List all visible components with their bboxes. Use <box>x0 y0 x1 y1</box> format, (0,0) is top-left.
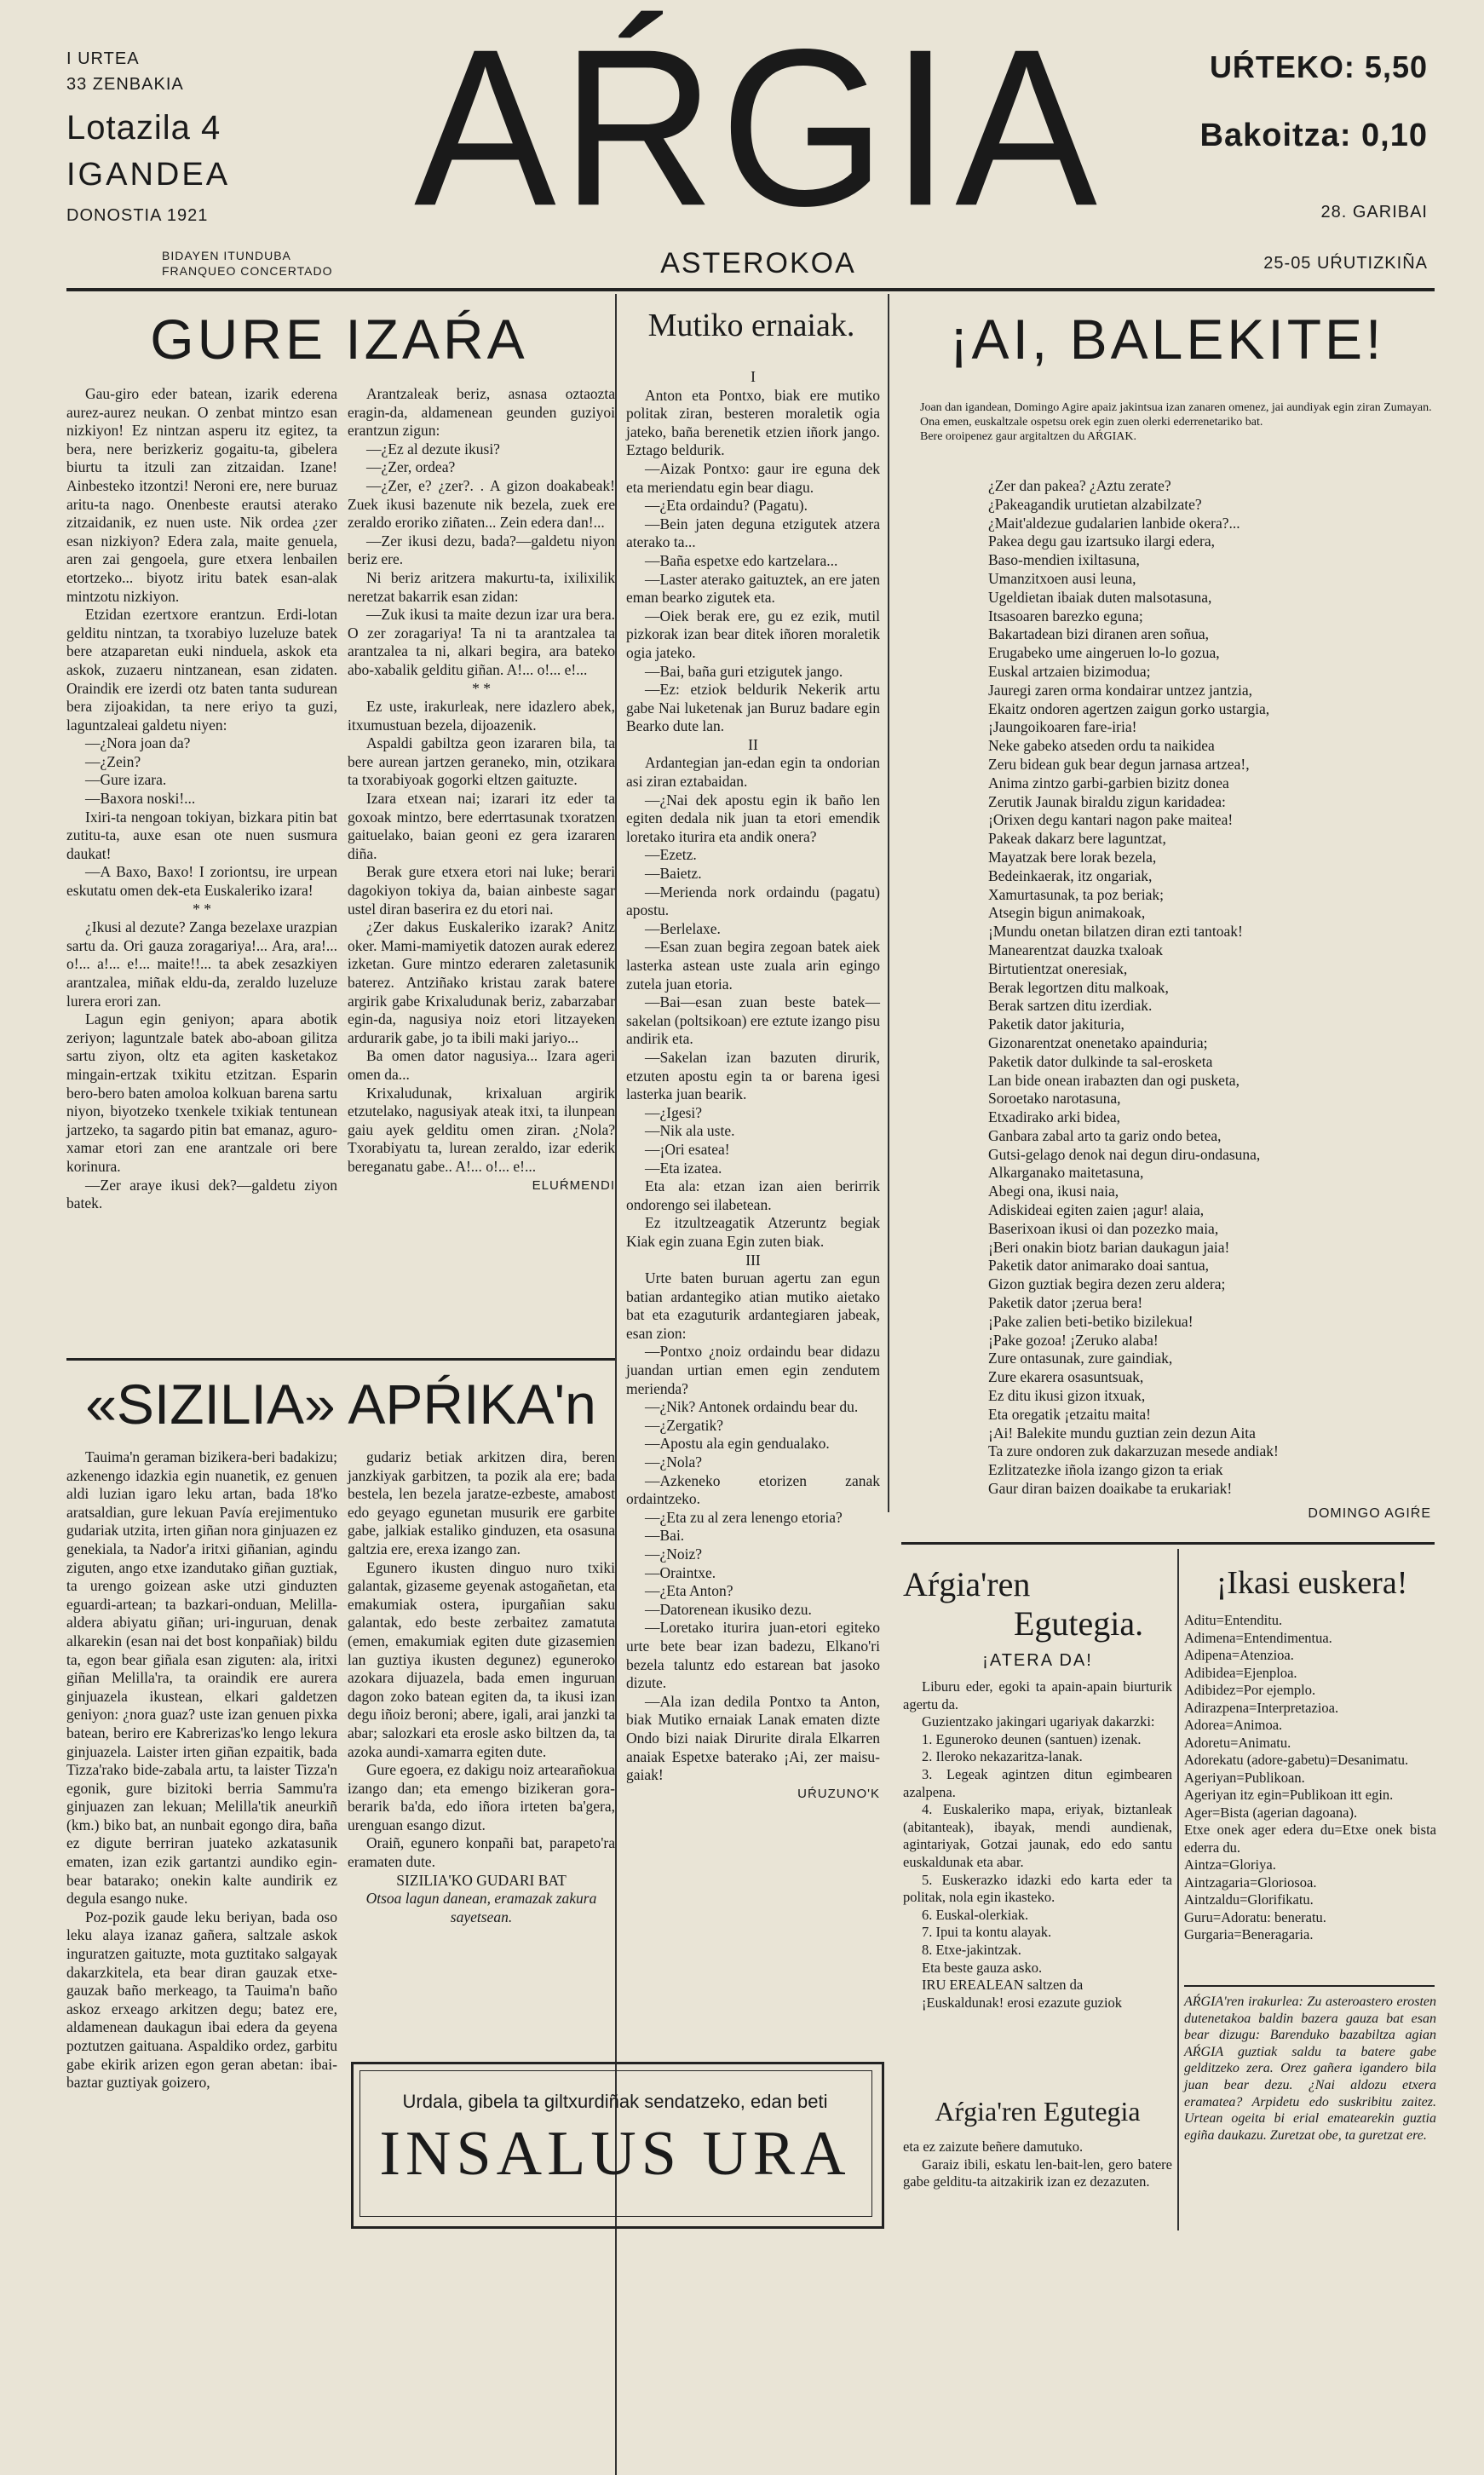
paragraph: ¿Mait'aldezue gudalarien lanbide okera?... <box>988 514 1240 532</box>
intro-line: Joan dan igandean, Domingo Agire apaiz jakintsua izan zanaren omenez, jai aundiyak egin ziran Zumayan. <box>920 401 1432 414</box>
paragraph: 2. Ileroko nekazaritza-lanak. <box>922 1748 1083 1765</box>
year-label: I URTEA <box>66 49 140 68</box>
paragraph: ¿Zer dakus Euskaleriko izarak? Anitz oker. Mami-mamiyetik datozen aurak ederez izketan. Gure mintzo ederaren zaletasunik baterez. Antziñako kristau zarak batere argirik gabe Krixaludunak beriz, zabarzabar egin-da, nagusiya noiz etori litzayeken ardurarik gabe, jo ta ibili maki jariyo... <box>348 918 615 1046</box>
paragraph: Gurgaria=Beneragaria. <box>1184 1926 1314 1943</box>
address: 28. GARIBAI <box>1320 203 1428 222</box>
paragraph: —Esan zuan begira zegoan batek aiek lasterka astean uste zuala arin egingo zutela juan etoria. <box>626 938 880 993</box>
paragraph: Zerutik Jaunak biraldu zigun karidadea: <box>988 792 1226 810</box>
intro-line: Bere oroipenez gaur argitaltzen du AŔGIAK. <box>920 430 1136 443</box>
paragraph: Jauregi zaren orma kondairar untzez jantzia, <box>988 681 1252 699</box>
reader-note <box>1184 1994 1436 2232</box>
paragraph: Adipena=Atenzioa. <box>1184 1647 1294 1663</box>
paragraph: Adorekatu (adore-gabetu)=Desanimatu. <box>1184 1752 1409 1768</box>
article3-title: ¡AI, BALEKITE! <box>949 308 1385 371</box>
paragraph: Ugeldietan ibaiak duten malsotasuna, <box>988 588 1212 606</box>
learn-basque-list <box>1184 1612 1436 1978</box>
paragraph: Adoretu=Animatu. <box>1184 1734 1291 1751</box>
paragraph: —Pontxo ¿noiz ordaindu bear didazu juandan urtian emen egin zendutem merienda? <box>626 1343 880 1397</box>
paragraph: Oraiñ, egunero konpañi bat, parapeto'ra eramaten dute. <box>348 1834 615 1871</box>
calendar-sub: ¡ATERA DA! <box>982 1651 1093 1670</box>
paragraph: Guzientzako jakingari ugariyak dakarzki: <box>922 1713 1155 1730</box>
paragraph: Berak sartzen ditu izerdiak. <box>988 997 1153 1015</box>
column-divider <box>1177 1549 1179 2230</box>
paragraph: —¿Eta ordaindu? (Pagatu). <box>645 497 808 515</box>
paragraph: —¿Zein? <box>85 752 141 770</box>
paragraph: Adimena=Entendimentua. <box>1184 1629 1332 1646</box>
paragraph: ¡Beri onakin biotz barian daukagun jaia! <box>988 1238 1230 1256</box>
postal-line-1: BIDAYEN ITUNDUBA <box>162 249 291 262</box>
paragraph: —Oraintxe. <box>645 1563 716 1581</box>
paragraph: —Oiek berak ere, gu ez ezik, mutil pizkorak izan bear ditek iñoren moraletik ogia jateko. <box>626 607 880 661</box>
paragraph: Paketik dator dulkinde ta sal-erosketa <box>988 1052 1213 1070</box>
paragraph: —Laster aterako gaituztek, an ere jaten eman bearko zigutek eta. <box>626 570 880 607</box>
paragraph: —¿Nik? Antonek ordaindu bear du. <box>645 1398 859 1416</box>
paragraph: Gutsi-gelago denok nai degun diru-ondasuna, <box>988 1145 1261 1163</box>
paragraph: Arantzaleak beriz, asnasa oztaozta eragin-da, aldamenean geunden guziyoi erantzun zigun: <box>348 385 615 440</box>
article3-intro <box>901 400 1434 444</box>
newspaper-subtitle: ASTEROKOA <box>660 247 856 279</box>
paragraph: Guru=Adoratu: beneratu. <box>1184 1908 1326 1925</box>
paragraph: —¿Zer, e? ¿zer?. . A gizon doakabeak! Zuek ikusi bazenute nik bezela, zuek ere zeraldo eroriko ziñaten... Zein edera dan!... <box>348 476 615 532</box>
paragraph: Otsoa lagun danean, eramazak zakura sayetsean. <box>365 1890 597 1925</box>
date-line: Lotazila 4 <box>66 109 221 147</box>
paragraph: Izara etxean nai; izarari itz eder ta goxoak mintzo, bere ederrtasunak txoratzen gaituelako, baian geoni ez gera izararen diña. <box>348 790 615 862</box>
paragraph: Anima zintzo garbi-garbien bizitz donea <box>988 774 1229 791</box>
insalus-ad-tagline: Urdala, gibela ta giltxurdiñak sendatzeko, edan beti <box>402 2091 828 2112</box>
paragraph: Umanzitxoen ausi leuna, <box>988 569 1136 587</box>
paragraph: —Ezetz. <box>645 846 697 864</box>
paragraph: Ez itzultzeagatik Atzeruntz begiak Kiak egin zuana Egin zuten biak. <box>626 1214 880 1250</box>
paragraph: —¿Zergatik? <box>645 1416 723 1434</box>
paragraph: Ganbara zabal arto ta gariz ondo betea, <box>988 1126 1222 1144</box>
paragraph: Ekaitz ondoren agertzen zaigun gorko ustargia, <box>988 699 1270 717</box>
place-year: DONOSTIA 1921 <box>66 206 209 225</box>
paragraph: Ager=Bista (agerian dagoana). <box>1184 1804 1358 1821</box>
calendar-title-3: Aŕgia'ren Egutegia <box>935 2096 1141 2127</box>
paragraph: * * <box>193 900 211 918</box>
paragraph: Etxadirako arki bidea, <box>988 1108 1121 1126</box>
paragraph: 5. Euskerazko idazki edo karta eder ta politak, nola egin ikasteko. <box>903 1871 1172 1906</box>
paragraph: Ba omen dator nagusiya... Izara ageri omen da... <box>348 1047 615 1083</box>
intro-line: Ona emen, euskaltzale ospetsu orek egin zuen olerki ederrenetariko bat. <box>920 416 1263 429</box>
paragraph: ¡Mundu onetan bilatzen diran ezti tantoak! <box>988 923 1243 941</box>
paragraph: —Azkeneko etorizen zanak ordaintzeko. <box>626 1471 880 1508</box>
article4-title <box>66 1372 615 1436</box>
paragraph: SIZILIA'KO GUDARI BAT <box>396 1871 567 1889</box>
paragraph: Poz-pozik gaude leku beriyan, bada oso leku alaya izanaz gañera, saltzale askok inguratzen gaituzte, mota guztitako salgayak dakarzkitela, eta bear diran gauzak etxe-gauzak baño merkeago, ta Tauima'n baño askoz erxeago arkitzen degu; batez ere, aldamenean daukagun ibai edera da geyena poztutzen gaituana. Aspaldiko ordez, garbitu gabe ekirik arizen egon geran abetan: ibai-baztar guztiyak goizero, <box>66 1908 337 2092</box>
paragraph: —Loretako iturira juan-etori egiteko urte bete bear izan badezu, Elkano'ri bezela taluntz edo estarean bat jasoko dizute. <box>626 1619 880 1692</box>
paragraph: Bakartadean bizi diranen aren soñua, <box>988 625 1209 643</box>
column-divider <box>888 294 889 1512</box>
paragraph: ¿Pakeagandik urutietan alzabilzate? <box>988 495 1202 513</box>
paragraph: Baserixoan ikusi oi dan pozezko maia, <box>988 1219 1219 1237</box>
paragraph: Berak legortzen ditu malkoak, <box>988 978 1169 996</box>
paragraph: Garaiz ibili, eskatu len-bait-len, gero batere gabe gelditu-ta aitzakirik izan ez dezazuten. <box>903 2156 1172 2190</box>
paragraph: Ageriyan=Publikoan. <box>1184 1769 1305 1786</box>
paragraph: Ardantegian jan-edan egin ta ondorian asi ziran eztabaidan. <box>626 754 880 791</box>
paragraph: Baso-mendien ixiltasuna, <box>988 551 1140 569</box>
paragraph: Aspaldi gabiltza geon izararen bila, ta bere aurean jartzen geraneko, min, otzikara ta txorabiyoak gogorki eltzen gaituzte. <box>348 734 615 789</box>
paragraph: Ta zure ondoren zuk dakarzuzan mesede andiak! <box>988 1442 1279 1460</box>
paragraph: Etxe onek ager edera du=Etxe onek bista ederra du. <box>1184 1822 1436 1856</box>
article1-col1 <box>66 385 337 1339</box>
paragraph: Birtutientzat oneresiak, <box>988 959 1128 977</box>
paragraph: 6. Euskal-olerkiak. <box>922 1906 1029 1923</box>
paragraph: Soroetako narotasuna, <box>988 1090 1121 1108</box>
paragraph: Neke gabeko atseden ordu ta naikidea <box>988 737 1215 755</box>
paragraph: —Datorenean ikusiko dezu. <box>645 1600 812 1618</box>
paragraph: Eta oregatik ¡etzaitu maita! <box>988 1405 1151 1423</box>
paragraph: —Baña espetxe edo kartzelara... <box>645 551 838 569</box>
paragraph: Ez uste, irakurleak, nere idazlero abek, itxumustuan bezela, dijoazenik. <box>348 698 615 734</box>
paragraph: —¿Noiz? <box>645 1545 703 1563</box>
paragraph: ¡Pake zalien beti-betiko bizilekua! <box>988 1312 1194 1330</box>
calendar-tail <box>903 2138 1172 2191</box>
article1-col2 <box>348 385 615 1339</box>
postal-line-2: FRANQUEO CONCERTADO <box>162 264 333 278</box>
paragraph: Itsasoaren barezko eguna; <box>988 607 1143 625</box>
paragraph: —Nik ala uste. <box>645 1122 735 1140</box>
paragraph: Zeru bidean guk bear degun jarnasa artzea!, <box>988 755 1250 773</box>
paragraph: UŔUZUNO'K <box>797 1786 880 1801</box>
article2-body <box>626 368 880 1953</box>
section-rule <box>66 1358 615 1361</box>
paragraph: Adiskideai egiten zaien ¡agur! alaia, <box>988 1201 1205 1219</box>
paragraph: —¿Nai dek apostu egin ik baño len egiten dedala nik juan ta etori emendik loretako iturira eta andik onera? <box>626 791 880 845</box>
paragraph: Adibidea=Ejenploa. <box>1184 1664 1297 1681</box>
calendar-title-2: Egutegia. <box>1014 1604 1144 1643</box>
paragraph: ELUŔMENDI <box>532 1177 615 1193</box>
paragraph: Krixaludunak, krixaluan argirik etzutelako, nagusiyak ateak itxi, ta ilunpean gaiu ayek gelditu omen ziran. ¿Nola? Txorabiyatu ta, lurean zeraldo, izar ederik bereganatu gabe.. A!... o!... e!... <box>348 1084 615 1175</box>
article4-col1 <box>66 1448 337 2241</box>
paragraph: —Gure izara. <box>85 771 167 789</box>
paragraph: II <box>748 735 758 753</box>
paragraph: Gaur diran baizen doaikabe ta erukariak! <box>988 1480 1233 1498</box>
paragraph: —¿Eta zu al zera lenengo etoria? <box>645 1508 843 1526</box>
paragraph: Paketik dator animarako doai santua, <box>988 1257 1210 1275</box>
paragraph: * * <box>472 679 491 697</box>
paragraph: —¿Igesi? <box>645 1103 703 1121</box>
paragraph: ¡Pake gozoa! ¡Zeruko alaba! <box>988 1331 1159 1349</box>
paragraph: ¿Zer dan pakea? ¿Aztu zerate? <box>988 477 1171 494</box>
paragraph: Xamurtasunak, ta poz beriak; <box>988 885 1165 903</box>
paragraph: —Ez: etziok beldurik Nekerik artu gabe Nai luketenak jan Buruz badare egin Bearko dute lan. <box>626 681 880 735</box>
weekday: IGANDEA <box>66 157 231 193</box>
paragraph: Zure ekarera osasuntsuak, <box>988 1368 1144 1386</box>
paragraph: Gau-giro eder batean, izarik ederena aurez-aurez neukan. O zenbat mintzo esan nizkiyon! Ez nintzan asperu itz egitez, ta bera, nere berizkeriz gogaitu-ta, gibelera biurtu ta itzuli zan zitzaidan. Izane! Ainbesteko itzontzi! Neroni ere, nere buruaz aritu-ta nago. Onenbeste erautsi aterako zitzaidanik, ez nuen uste. Nik ordea ¿zer esan nizkiyon? Edera zala, maite genuela, aren zai gengoela, gure etxera lenbailen etortzeko... biyotz iritu batek esan-alak mintzotu nizkiyon. <box>66 385 337 605</box>
paragraph: Adibidez=Por ejemplo. <box>1184 1682 1316 1698</box>
paragraph: —Sakelan izan bazuten dirurik, etzuten apostu egin ta or barena igesi lasterka juan bearik. <box>626 1048 880 1103</box>
paragraph: —Apostu ala egin gendualako. <box>645 1435 830 1453</box>
paragraph: Aintza=Gloriya. <box>1184 1856 1276 1873</box>
paragraph: —¿Ez al dezute ikusi? <box>366 440 500 458</box>
paragraph: Abegi ona, ikusi naia, <box>988 1183 1119 1200</box>
paragraph: Mayatzak bere lorak bezela, <box>988 848 1157 866</box>
paragraph: —Zer ikusi dezu, bada?—galdetu niyon beriz ere. <box>348 532 615 568</box>
paragraph: ¡Jaungoikoaren fare-iria! <box>988 718 1137 736</box>
article4-title-quoted: «SIZILIA» <box>85 1373 336 1436</box>
paragraph: Manearentzat dauzka txaloak <box>988 941 1164 958</box>
price-year: UŔTEKO: 5,50 <box>1209 49 1428 84</box>
paragraph: —A Baxo, Baxo! I zoriontsu, ire urpean eskutatu omen dek-eta Euskaleriko izara! <box>66 863 337 900</box>
phone: 25-05 UŔUTIZKIÑA <box>1263 254 1428 273</box>
paragraph: IRU EREALEAN saltzen da <box>922 1977 1084 1994</box>
article4-col2 <box>348 1448 615 1925</box>
paragraph: Adirazpena=Interpretazioa. <box>1184 1699 1339 1716</box>
paragraph: 8. Etxe-jakintzak. <box>922 1941 1021 1958</box>
paragraph: Erugabeko ume aingeruen lo-lo gozua, <box>988 644 1220 662</box>
article2-title: Mutiko ernaiak. <box>647 308 855 343</box>
paragraph: 4. Euskaleriko mapa, eriyak, biztanleak (abitanteak), ibayak, mendi aundienak, agintariyak, Gotzai jaunak, edo edo santu euskaldunak eta abar. <box>903 1801 1172 1870</box>
paragraph: Egunero ikusten dinguo nuro txiki galantak, gizaseme geyenak astogañetan, eta emakumiak ostera, ipurgañian saku galantak, edo beste zerbaitez zamatuta (emen, emakumiak egiten dute gizasemien lan guztiya ikusten degunez) eguneroko azokara dijuazela, bada emen inguruan dagon zoko batean egiten da, ta ikusi izan degu iñoiz beroni; abere, igali, arai janzki ta abar; salozkari eta erosle asko biltzen da, ta azoka aundi-xamarra egiten dute. <box>348 1558 615 1760</box>
paragraph: —Bai—esan zuan beste batek—sakelan (poltsikoan) ere eztute izango pisu andirik eta. <box>626 993 880 1048</box>
section-rule <box>1184 1985 1435 1987</box>
article4-title-rest: APŔIKA'n <box>348 1373 596 1436</box>
paragraph: Aditu=Entenditu. <box>1184 1612 1283 1628</box>
paragraph: ¡Orixen degu kantari nagon pake maitea! <box>988 811 1234 829</box>
paragraph: —¿Nora joan da? <box>85 734 191 752</box>
paragraph: —Eta izatea. <box>645 1159 722 1177</box>
paragraph: —Bein jaten deguna etzigutek atzera aterako ta... <box>626 515 880 551</box>
article3-signature: DOMINGO AGIŔE <box>1308 1506 1431 1521</box>
paragraph: Ageriyan itz egin=Publikoan itt egin. <box>1184 1787 1394 1803</box>
reader-note-text: AŔGIA'ren irakurlea: Zu asteroastero erosten dutenetakoa baldin bazera gauza bat esan bear dizugu: Barenduko bazabiltza agian AŔGIA guztiak saldu ta batere gabe gelditzeko zera. Orez gañera igandero bila juan bear dezu. ¿Nai aldozu etxera eramatea? Arpidetu edo suskribitu zaitez. Urtean ogeita bi erial ematearekin guztia egiña daukazu. Zuretzat obe, ta guretzat ere. <box>1184 1994 1436 2143</box>
paragraph: Urte baten buruan agertu zan egun batian ardantegiko atian mutiko aietako bat eta ezaguturik ardantegiaren jabeak, esan zion: <box>626 1269 880 1342</box>
paragraph: —Zer araye ikusi dek?—galdetu ziyon batek. <box>66 1176 337 1212</box>
paragraph: ¿Ikusi al dezute? Zanga bezelaxe urazpian sartu da. Ori gauza zoragariya!... Ara, ara!... o!... a!... e!... maite!!... ta abek zesazkiyen arantzalea, miñak eldu-da, zeraldo luzeluze lurera erori zan. <box>66 918 337 1010</box>
paragraph: —Bai, baña guri etzigutek jango. <box>645 662 843 680</box>
paragraph: Ni beriz aritzera makurtu-ta, ixilixilik neretzat bakarrik esan zidan: <box>348 568 615 605</box>
masthead-rule <box>66 288 1435 291</box>
learn-basque-title: ¡Ikasi euskera! <box>1216 1565 1408 1601</box>
paragraph: Paketik dator jakituria, <box>988 1016 1125 1033</box>
paragraph: —¿Nola? <box>645 1453 703 1471</box>
paragraph: 7. Ipui ta kontu alayak. <box>922 1924 1052 1941</box>
paragraph: —Baietz. <box>645 865 702 883</box>
section-rule <box>901 1542 1435 1545</box>
calendar-title-1: Aŕgia'ren <box>903 1565 1031 1603</box>
paragraph: Lagun egin geniyon; apara abotik zeriyon; laguntzale batek abo-aboan gilitza sartu ziyon, oltz eta agiten kasketakoz mingain-ertzak txikitu etzitzan. Esparin bero-bero baten amoloa kolkuan barena sartu niyon, biyotzeko txenkele txikiak tentunean jartzeko, ta sagardo pitin bat emanaz, aguro-xamar etori zan ene arantzale ori bere korinura. <box>66 1010 337 1175</box>
paragraph: Anton eta Pontxo, biak ere mutiko politak ziran, besteren moraletik ogia jateko, baña berenetik etzien iñork jango. Eztago beldurik. <box>626 386 880 459</box>
newspaper-title: AŔGIA <box>414 3 1102 252</box>
paragraph: —Berlelaxe. <box>645 919 721 937</box>
paragraph: Ez ditu ikusi gizon itxuak, <box>988 1387 1146 1405</box>
paragraph: 1. Eguneroko deunen (santuen) izenak. <box>922 1730 1142 1747</box>
insalus-ad-name: INSALUS URA <box>379 2119 851 2189</box>
paragraph: Lan bide onean irabazten dan ogi pusketa, <box>988 1071 1240 1089</box>
paragraph: —¡Ori esatea! <box>645 1140 730 1158</box>
paragraph: Atsegin bigun animakoak, <box>988 904 1146 922</box>
paragraph: I <box>751 368 756 385</box>
paragraph: 3. Legeak agintzen ditun egimbearen azalpena. <box>903 1765 1172 1800</box>
paragraph: Zure ontasunak, zure gaindiak, <box>988 1350 1173 1367</box>
paragraph: Ezlitzatezke iñola izango gizon ta eriak <box>988 1461 1223 1479</box>
calendar-body <box>903 1678 1172 2011</box>
paragraph: Adorea=Animoa. <box>1184 1717 1283 1733</box>
paragraph: III <box>745 1251 761 1269</box>
paragraph: Gure egoera, ez dakigu noiz artearañokua izango dan; eta emengo bizikeran gora-berarik ba'da, edo iñora irteten ba'gera, urenguan esango dizut. <box>348 1761 615 1833</box>
article1-title: GURE IZAŔA <box>150 308 528 371</box>
paragraph: —¿Zer, ordea? <box>366 458 456 476</box>
issue-label: 33 ZENBAKIA <box>66 75 184 94</box>
paragraph: Aintzaldu=Glorifikatu. <box>1184 1891 1314 1908</box>
paragraph: gudariz betiak arkitzen dira, beren janzkiyak garbitzen, ta pozik ala ere; bada bestela, len bezela jaratze-ezbeste, amabost edo geyago egunetan musurik ere garbite gabe, jalkiak estaliko ginduzen, eta osasuna galtzia ere, erexa izango zan. <box>348 1448 615 1557</box>
paragraph: Pakea degu gau izartsuko ilargi edera, <box>988 532 1215 550</box>
paragraph: —Baxora noski!... <box>85 790 196 808</box>
paragraph: Etzidan ezertxore erantzun. Erdi-lotan gelditu nintzan, ta txorabiyo luzeluze batek bere atzaparetan euki ninduela, askok eta askok, zuzaeru nintzanean, esan zidaten. Oraindik ere izerdi otz baten tanta sudurean bera zijoakidan, ta nere eriyo ta guzi, laguntzaleai galdetu niyen: <box>66 606 337 734</box>
paragraph: ¡Ai! Balekite mundu guztian zein dezun Aita <box>988 1424 1256 1442</box>
paragraph: —¿Eta Anton? <box>645 1582 733 1600</box>
paragraph: —Ala izan dedila Pontxo ta Anton, biak Mutiko ernaiak Lanak ematen dizte Ondo bizi naiak Dirurite dirala Elkarren anaiak Espetxe baterako ¡Ai, zer maisu-gaiak! <box>626 1692 880 1784</box>
paragraph: Ixiri-ta nengoan tokiyan, bizkara pitin bat zutitu-ta, auxe esan ote nuen susmura daukat! <box>66 808 337 862</box>
paragraph: ¡Euskaldunak! erosi ezazute guziok <box>922 1994 1123 2011</box>
paragraph: —Zuk ikusi ta maite dezun izar ura bera. O zer zoragariya! Ta ni ta arantzalea ta arantzalea ta ni, alkari begira, ara bateko abo-xabalik gelditu giñan. A!... o!... e!... <box>348 606 615 678</box>
paragraph: Euskal artzaien bizimodua; <box>988 662 1151 680</box>
article3-poem <box>988 477 1431 1499</box>
paragraph: —Merienda nork ordaindu (pagatu) apostu. <box>626 883 880 919</box>
paragraph: —Aizak Pontxo: gaur ire eguna dek eta meriendatu egin bear diagu. <box>626 459 880 496</box>
paragraph: Bedeinkaerak, itz ongariak, <box>988 866 1153 884</box>
paragraph: Pakeak dakarz bere laguntzat, <box>988 830 1166 848</box>
paragraph: Alkarganako maitetasuna, <box>988 1164 1144 1182</box>
paragraph: Gizonarentzat onenetako apainduria; <box>988 1033 1208 1051</box>
paragraph: Gizon guztiak begira dezen zeru aldera; <box>988 1275 1226 1293</box>
paragraph: Eta beste gauza asko. <box>922 1959 1043 1976</box>
paragraph: Liburu eder, egoki ta apain-apain biurturik agertu da. <box>903 1678 1172 1712</box>
paragraph: —Bai. <box>645 1527 685 1545</box>
paragraph: Aintzagaria=Gloriosoa. <box>1184 1874 1317 1891</box>
paragraph: Paketik dator ¡zerua bera! <box>988 1294 1143 1312</box>
price-single: Bakoitza: 0,10 <box>1199 118 1428 153</box>
paragraph: Tauima'n geraman bizikera-beri badakizu; azkenengo idazkia egin nuanetik, ez genuen aldi luzian igaro leku artan, bada 18'ko aratsaldian, gure lekuan Pavía erejimentuko gudariak utzita, irten giñan nora ginjuazen ez genekiala, ta Nador'a iritxi giñanian, agindu ziguten, ango etxe izandutako giñan guztiak, ta urengo goizean aske utzi ginduzten eguardi-artean; ta bazkari-onduan, Melilla-aldera abiyatu giñan; uri-inguruan, denak alkarekin (esan nai det bost konpañiak) bildu ta, egon bear giñala esan ziguten: ala, iritxi giñan Melilla'ra, ta oraindik ere aurera ginjuazela ikustean, elkari galdetzen geniyon: ¿nora guaz? uste izan genuen pixka batean, beriro ere Kabrerizas'ko lengo lekura ginjuazela. Laister irten giñan ezpaitik, bada Tizza'rako bide-zabala artu, ta laister Tizza'n egonik, gure bizitoki berria Sammu'ra ginjuazen zan lekuan; Melilla'tik aneurkiñ (km.) biko bat, an nunbait egongo dira, baña ez digute berriran juateko azkatasunik ematen, izan ezik gartantzi aundiko egin-bear batarako; onekin kalte aundirik ez degula esango nuke. <box>66 1448 337 1908</box>
paragraph: eta ez zaizute beñere damutuko. <box>903 2138 1084 2155</box>
paragraph: Berak gure etxera etori nai luke; berari dagokiyon tokiya da, baian ainbeste sagar ustel diran baserira ez du etori nai. <box>348 863 615 918</box>
paragraph: Eta ala: etzan izan aien berirrik ondorengo sei ilabetean. <box>626 1177 880 1213</box>
